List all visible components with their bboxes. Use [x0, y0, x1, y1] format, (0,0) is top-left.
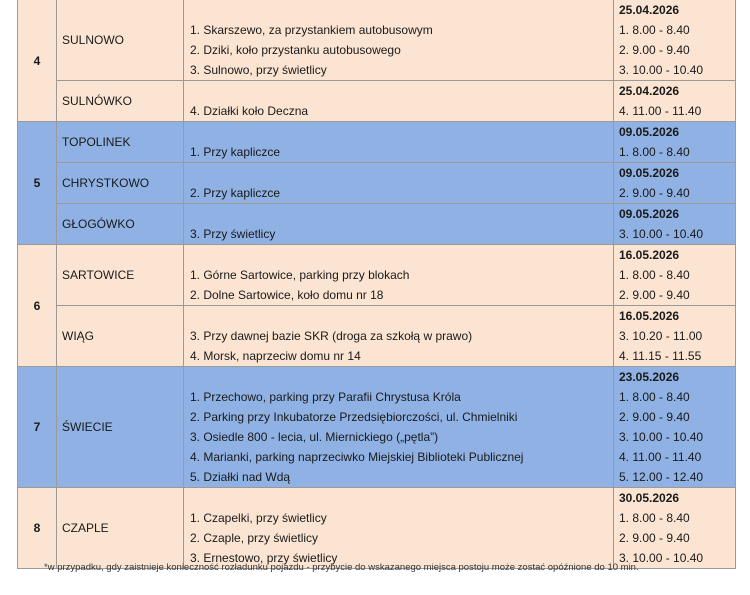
group-number: 6 [18, 245, 57, 367]
collection-date: 30.05.2026 [619, 491, 680, 505]
table-row [18, 488, 736, 569]
place-item: 1. Górne Sartowice, parking przy blokach [190, 268, 410, 282]
time-slot: 5. 12.00 - 12.40 [619, 470, 704, 484]
group-number: 5 [18, 122, 57, 245]
time-slot: 4. 11.00 - 11.40 [619, 104, 702, 118]
village-name: GŁOGÓWKO [57, 204, 184, 245]
village-name: CHRYSTKOWO [57, 163, 184, 204]
time-slot: 3. 10.20 - 11.00 [619, 329, 703, 343]
date-time-cell [614, 245, 736, 306]
collection-points [184, 0, 614, 81]
collection-date: 09.05.2026 [619, 207, 680, 221]
collection-points [184, 367, 614, 488]
group-number: 4 [18, 0, 57, 122]
footnote: *w przypadku, gdy zaistnieje konieczność rozładunku pojazdu - przybycie do wskazanego miejsca postoju może zostać opóźnione do 10 min. [44, 562, 639, 573]
time-slot: 3. 10.00 - 10.40 [619, 227, 704, 241]
collection-date: 16.05.2026 [619, 309, 680, 323]
village-name: SULNÓWKO [57, 81, 184, 122]
place-item: 4. Działki koło Deczna [190, 104, 309, 118]
place-item: 5. Działki nad Wdą [190, 470, 291, 484]
table-row [18, 0, 736, 81]
table-row [18, 163, 736, 204]
date-time-cell [614, 81, 736, 122]
collection-points [184, 81, 614, 122]
place-item: 2. Dziki, koło przystanku autobusowego [190, 43, 401, 57]
place-item: 2. Dolne Sartowice, koło domu nr 18 [190, 288, 384, 302]
collection-points [184, 163, 614, 204]
time-slot: 3. 10.00 - 10.40 [619, 63, 704, 77]
collection-points [184, 122, 614, 163]
table-row [18, 204, 736, 245]
place-item: 1. Skarszewo, za przystankiem autobusowym [190, 23, 433, 37]
collection-date: 16.05.2026 [619, 248, 680, 262]
place-item: 3. Przy świetlicy [190, 227, 276, 241]
time-slot: 1. 8.00 - 8.40 [619, 23, 690, 37]
time-slot: 4. 11.00 - 11.40 [619, 450, 702, 464]
collection-date: 09.05.2026 [619, 166, 680, 180]
place-item: 1. Przechowo, parking przy Parafii Chrystusa Króla [190, 390, 461, 404]
place-item: 3. Przy dawnej bazie SKR (droga za szkołą w prawo) [190, 329, 473, 343]
collection-points [184, 204, 614, 245]
collection-date: 25.04.2026 [619, 3, 680, 17]
date-time-cell [614, 0, 736, 81]
table-row [18, 306, 736, 367]
place-item: 2. Parking przy Inkubatorze Przedsiębiorczości, ul. Chmielniki [190, 410, 518, 424]
place-item: 2. Przy kapliczce [190, 186, 281, 200]
date-time-cell [614, 306, 736, 367]
village-name: SARTOWICE [57, 245, 184, 306]
time-slot: 2. 9.00 - 9.40 [619, 186, 690, 200]
time-slot: 1. 8.00 - 8.40 [619, 390, 690, 404]
place-item: 4. Morsk, naprzeciw domu nr 14 [190, 349, 361, 363]
date-time-cell [614, 122, 736, 163]
collection-date: 09.05.2026 [619, 125, 680, 139]
village-name: SULNOWO [57, 0, 184, 81]
time-slot: 1. 8.00 - 8.40 [619, 511, 690, 525]
table-row [18, 367, 736, 488]
time-slot: 2. 9.00 - 9.40 [619, 43, 690, 57]
collection-points [184, 488, 614, 569]
time-slot: 3. 10.00 - 10.40 [619, 430, 704, 444]
collection-date: 25.04.2026 [619, 84, 680, 98]
village-name: TOPOLINEK [57, 122, 184, 163]
group-number: 8 [18, 488, 57, 569]
village-name: ŚWIECIE [57, 367, 184, 488]
time-slot: 2. 9.00 - 9.40 [619, 531, 690, 545]
village-name: WIĄG [57, 306, 184, 367]
collection-points [184, 306, 614, 367]
date-time-cell [614, 367, 736, 488]
time-slot: 3. 10.00 - 10.40 [619, 551, 704, 565]
place-item: 3. Ernestowo, przy świetlicy [190, 551, 338, 565]
place-item: 2. Czaple, przy świetlicy [190, 531, 319, 545]
collection-date: 23.05.2026 [619, 370, 680, 384]
village-name: CZAPLE [57, 488, 184, 569]
time-slot: 1. 8.00 - 8.40 [619, 145, 690, 159]
collection-points [184, 245, 614, 306]
place-item: 4. Marianki, parking naprzeciwko Miejskiej Biblioteki Publicznej [190, 450, 524, 464]
time-slot: 2. 9.00 - 9.40 [619, 410, 690, 424]
place-item: 1. Czapelki, przy świetlicy [190, 511, 327, 525]
place-item: 1. Przy kapliczce [190, 145, 281, 159]
table-row [18, 245, 736, 306]
date-time-cell [614, 163, 736, 204]
table-row [18, 122, 736, 163]
time-slot: 4. 11.15 - 11.55 [619, 349, 702, 363]
group-number: 7 [18, 367, 57, 488]
time-slot: 2. 9.00 - 9.40 [619, 288, 690, 302]
place-item: 3. Sulnowo, przy świetlicy [190, 63, 327, 77]
time-slot: 1. 8.00 - 8.40 [619, 268, 690, 282]
schedule-table [17, 0, 736, 569]
place-item: 3. Osiedle 800 - lecia, ul. Miernickiego („pętla”) [190, 430, 439, 444]
date-time-cell [614, 488, 736, 569]
date-time-cell [614, 204, 736, 245]
table-row [18, 81, 736, 122]
